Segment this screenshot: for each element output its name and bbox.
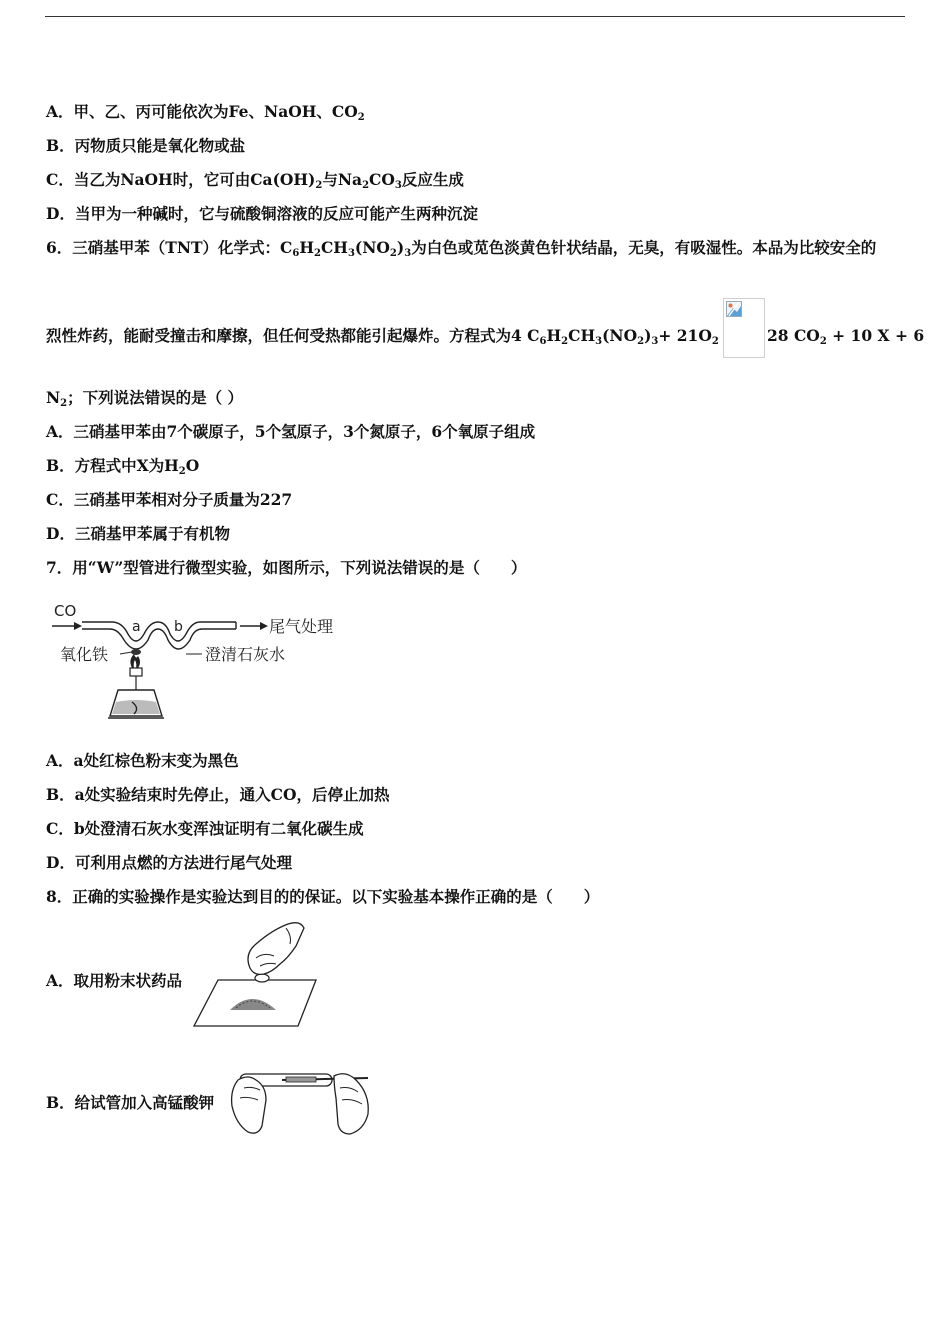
q5-option-b: B．丙物质只能是氧化物或盐 (46, 136, 246, 155)
figure-label-limewater: 澄清石灰水 (205, 645, 286, 664)
q6-stem-line-2-right: 28 $CO_2 + 10$ X + 6 (767, 326, 925, 347)
header-rule (45, 16, 905, 17)
figure-label-tail-gas: 尾气处理 (269, 617, 334, 636)
q8-stem: 8．正确的实验操作是实验达到目的的保证。以下实验基本操作正确的是（ ） (46, 887, 600, 906)
broken-image-icon (723, 298, 765, 358)
q6-option-a: A．三硝基甲苯由7个碳原子，5个氢原子，3个氮原子，6个氧原子组成 (46, 422, 536, 441)
q7-option-a: A．a处红棕色粉末变为黑色 (46, 751, 239, 770)
q6-option-b: B．方程式中X为$H_2O$ (46, 456, 200, 477)
q5-option-a: A．甲、乙、丙可能依次为Fe、NaOH、$CO_2$ (46, 102, 365, 123)
q7-option-c: C．b处澄清石灰水变浑浊证明有二氧化碳生成 (46, 819, 364, 838)
figure-label-b: b (174, 619, 183, 635)
broken-image-glyph (726, 301, 742, 317)
q6-stem-line-3: $N_2$；下列说法错误的是（ ） (46, 388, 244, 409)
figure-label-a: a (132, 619, 141, 635)
q5-option-c: C．当乙为NaOH时，它可由$Ca(OH)_2$与$Na_2CO_3$反应生成 (46, 170, 464, 191)
q8-option-a: A．取用粉末状药品 (46, 971, 183, 990)
figure-label-co: CO (54, 602, 77, 620)
w-tube-apparatus-figure (48, 598, 348, 728)
q6-option-d: D．三硝基甲苯属于有机物 (46, 524, 230, 543)
q6-option-c: C．三硝基甲苯相对分子质量为227 (46, 490, 293, 509)
powder-on-paper-illustration (190, 918, 320, 1030)
q5-option-d: D．当甲为一种碱时，它与硫酸铜溶液的反应可能产生两种沉淀 (46, 204, 478, 223)
test-tube-loading-illustration (226, 1066, 376, 1138)
q7-option-b: B．a处实验结束时先停止，通入CO，后停止加热 (46, 785, 390, 804)
q6-stem-line-1: 6．三硝基甲苯（TNT）化学式：$C_6H_2CH_3(NO_2)_3$为白色或苋色淡黄色针状结晶，无臭，有吸湿性。本品为比较安全的 (46, 238, 877, 259)
q7-stem: 7．用“W”型管进行微型实验，如图所示，下列说法错误的是（ ） (46, 558, 527, 577)
q6-stem-line-2: 烈性炸药，能耐受撞击和摩擦，但任何受热都能引起爆炸。方程式为4 $C_6H_2CH_3(NO_2)_3+ 21O_2$ (46, 326, 719, 347)
q8-option-b: B．给试管加入高锰酸钾 (46, 1093, 215, 1112)
figure-label-iron-oxide: 氧化铁 (60, 645, 109, 664)
q7-option-d: D．可利用点燃的方法进行尾气处理 (46, 853, 292, 872)
